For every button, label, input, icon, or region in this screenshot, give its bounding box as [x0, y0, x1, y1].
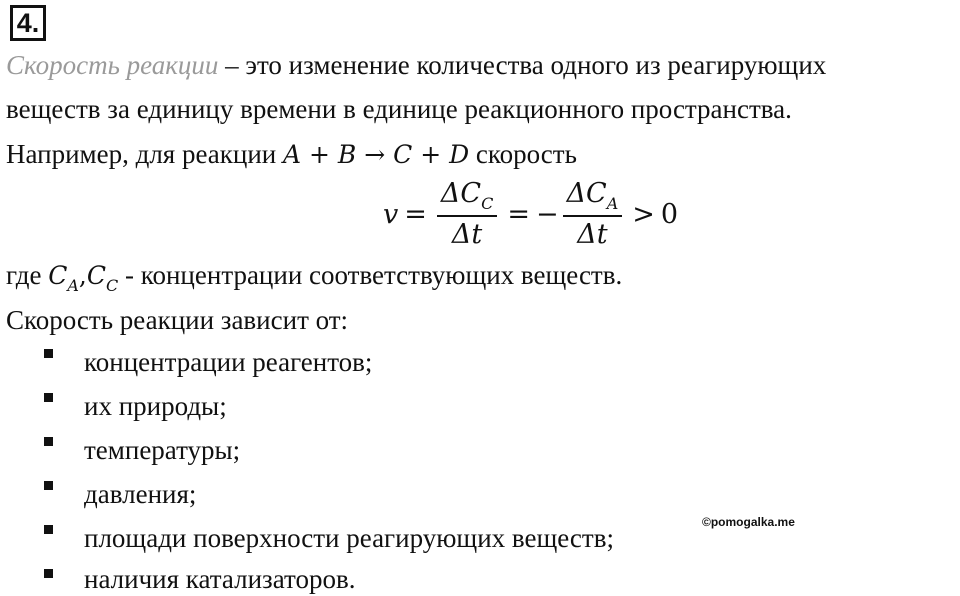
- fraction-c: [437, 176, 497, 253]
- task-number: 4.: [10, 5, 46, 41]
- where-prefix: где: [6, 260, 49, 290]
- list-item: концентрации реагентов;: [84, 347, 373, 377]
- where-line: [6, 258, 622, 296]
- list-item: температуры;: [84, 435, 241, 465]
- bullet-icon: [44, 349, 53, 358]
- formula-zero: 0: [660, 198, 679, 230]
- watermark: ©pomogalka.me: [702, 515, 795, 529]
- product-d: D: [449, 140, 470, 169]
- list-item: площади поверхности реагирующих веществ;: [84, 523, 614, 553]
- list-item: их природы;: [84, 391, 227, 421]
- where-suffix: - концентрации соответствующих веществ.: [118, 260, 623, 290]
- fraction-a: [563, 176, 623, 253]
- bullet-icon: [44, 393, 53, 402]
- product-c: C: [393, 140, 413, 169]
- list-item: давления;: [84, 479, 197, 509]
- bullet-icon: [44, 569, 53, 578]
- definition-line-2: веществ за единицу времени в единице реакционного пространства.: [6, 94, 792, 124]
- bullet-icon: [44, 437, 53, 446]
- formula-equals: =: [404, 198, 427, 230]
- plus-sign: +: [412, 140, 450, 169]
- bullet-icon: [44, 481, 53, 490]
- concentration-a: $C_A$: [48, 261, 79, 295]
- formula-minus: −: [535, 198, 559, 230]
- plus-sign: +: [301, 140, 338, 169]
- list-item: наличия катализаторов.: [84, 564, 356, 594]
- formula-equals: =: [507, 198, 530, 230]
- concentration-c: $C_C$: [86, 261, 119, 295]
- reactant-a: A: [283, 140, 302, 169]
- definition-term: Скорость реакции: [6, 50, 219, 80]
- fraction-denominator: Δt: [451, 218, 483, 250]
- depends-line: Скорость реакции зависит от:: [6, 305, 349, 335]
- rate-formula: [383, 172, 678, 256]
- example-suffix: скорость: [469, 139, 577, 169]
- definition-line-1: [6, 48, 826, 82]
- reaction-arrow: →: [356, 140, 394, 169]
- example-prefix: Например, для реакции: [6, 139, 283, 169]
- reactant-b: B: [337, 140, 357, 169]
- fraction-numerator: $\Delta C_A$: [566, 177, 619, 213]
- bullet-icon: [44, 525, 53, 534]
- fraction-numerator: $\Delta C_C$: [440, 177, 494, 213]
- formula-greater-than: >: [632, 198, 655, 230]
- definition-text: – это изменение количества одного из реагирующих: [218, 50, 827, 80]
- comma: ,: [78, 261, 87, 290]
- example-line: [6, 137, 577, 172]
- fraction-denominator: Δt: [577, 218, 608, 250]
- formula-v: v: [383, 198, 399, 230]
